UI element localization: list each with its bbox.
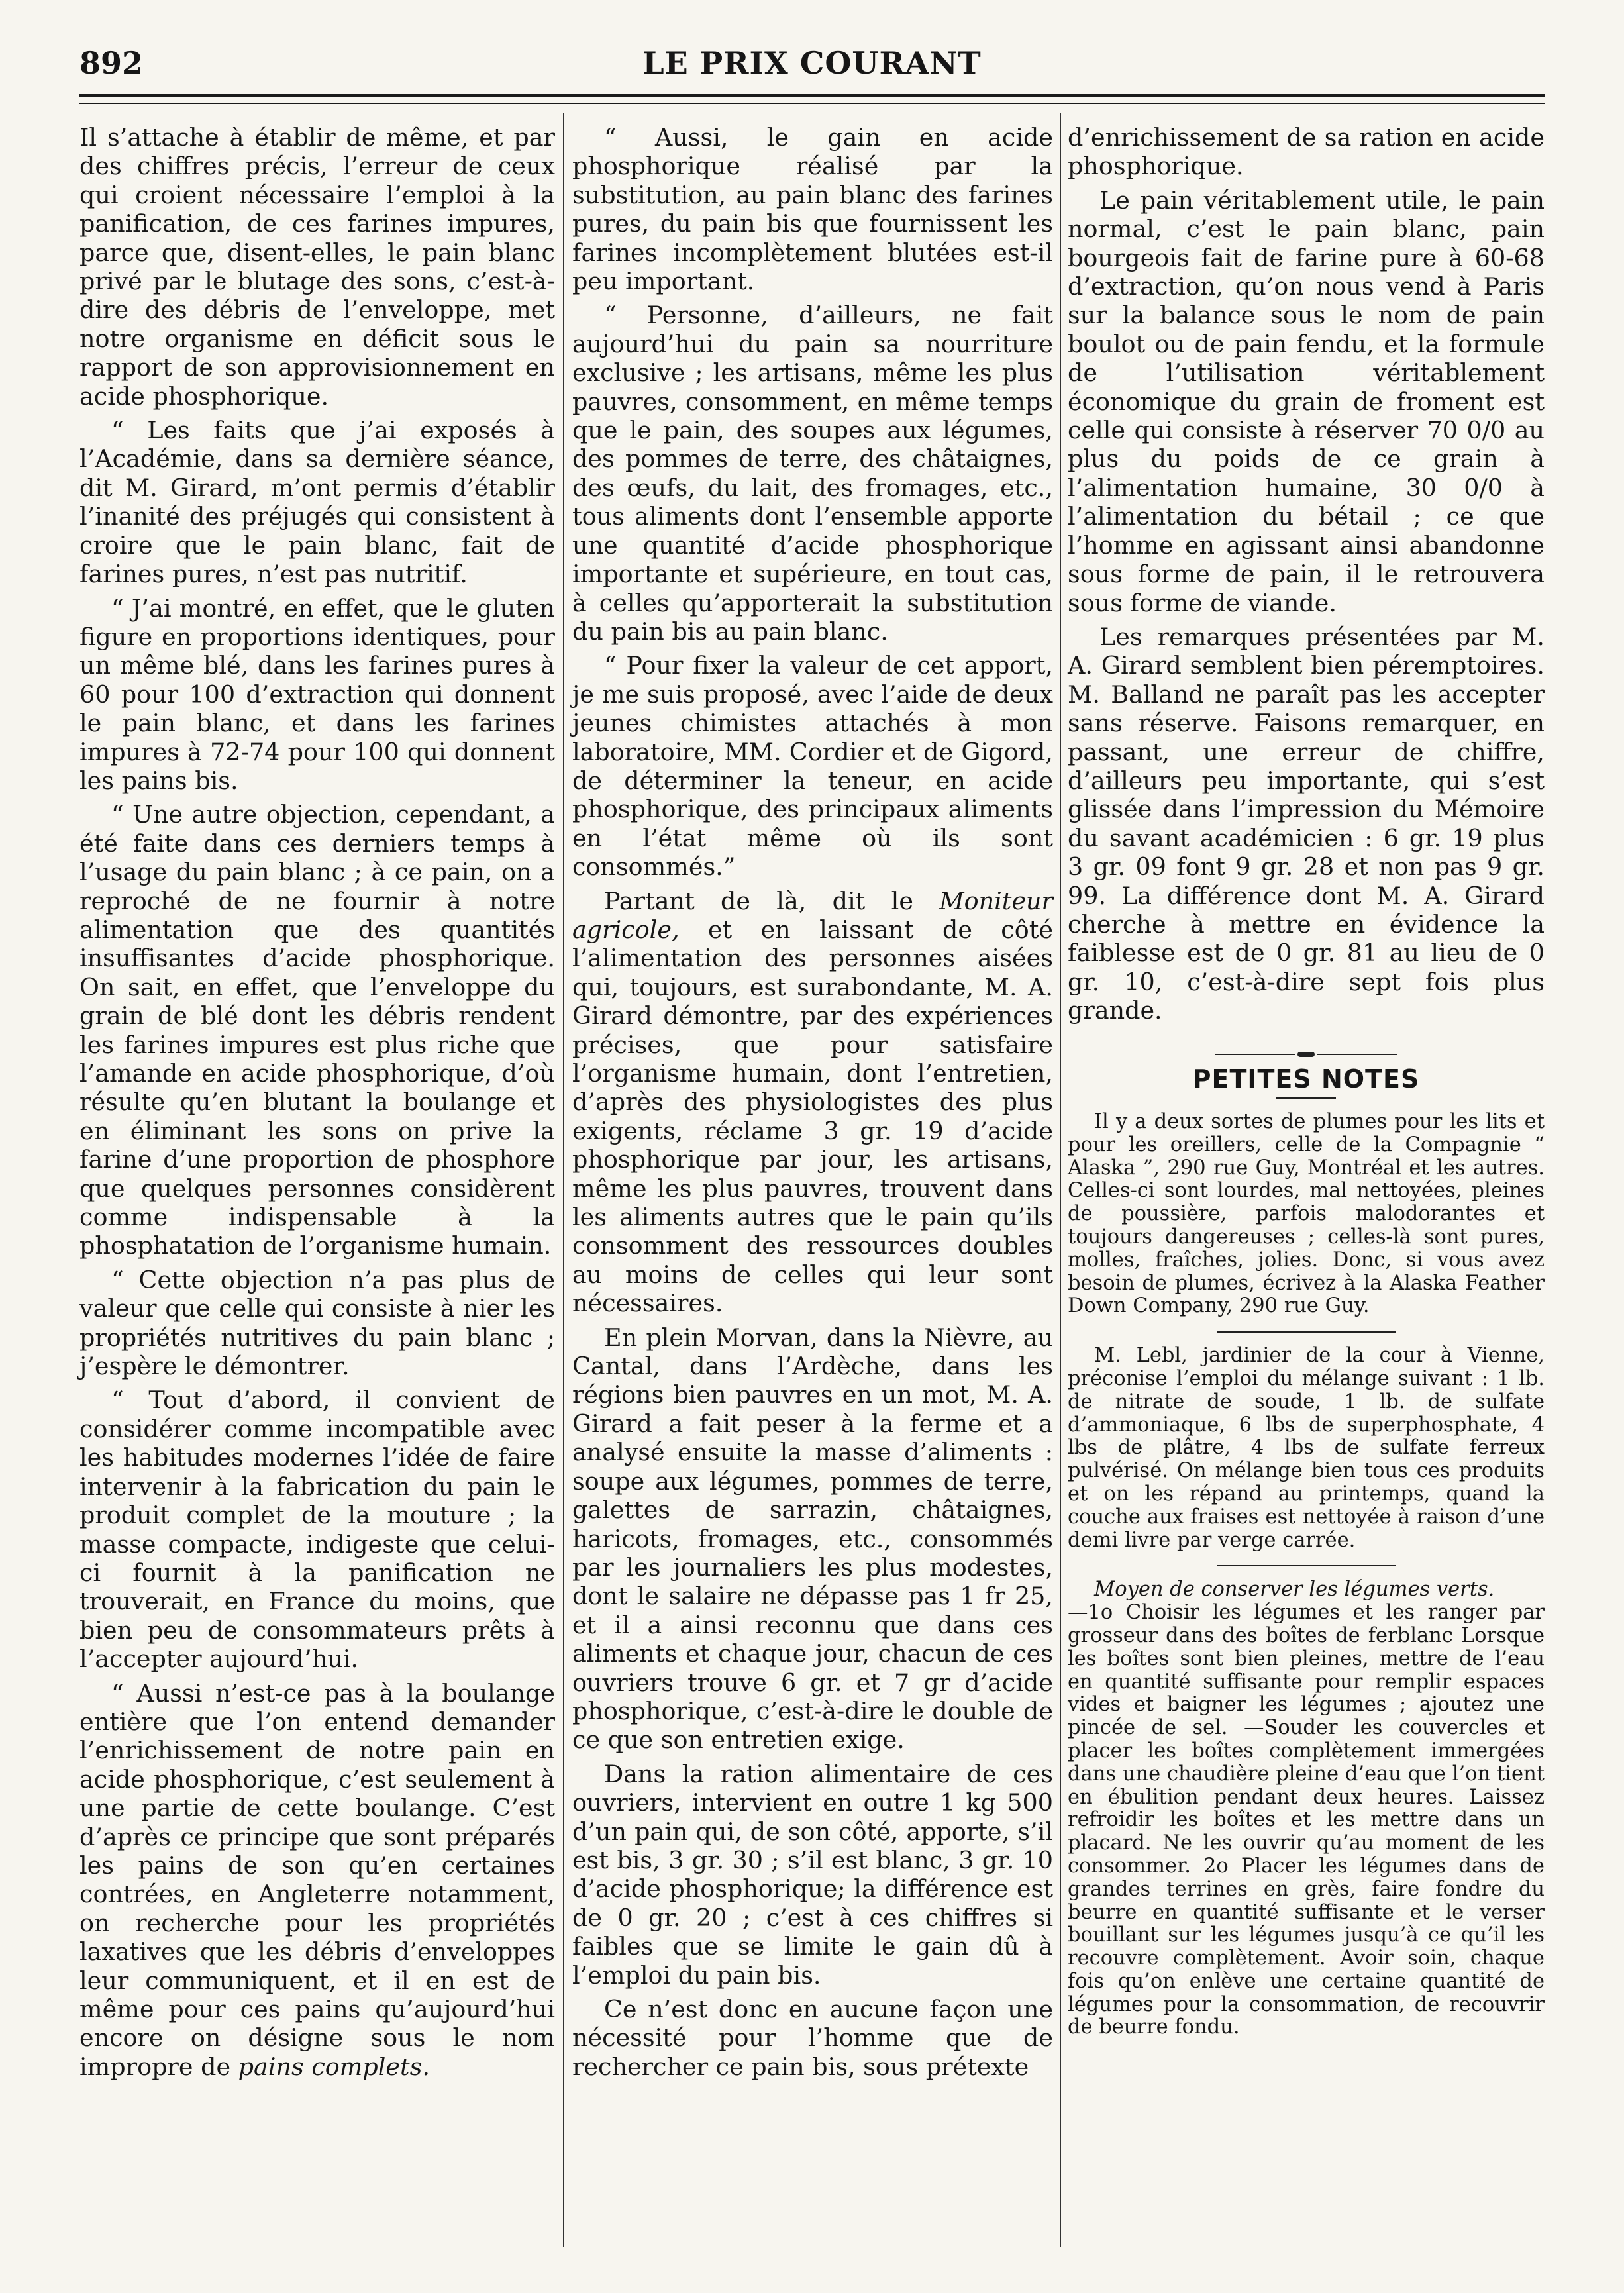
note-separator: [1217, 1565, 1396, 1566]
running-title: LE PRIX COURANT: [642, 45, 982, 81]
header-rule-thick: [79, 94, 1545, 97]
page-number: 892: [79, 45, 144, 81]
notes-block: [1068, 1111, 1545, 2039]
page-header: [79, 45, 1545, 91]
paragraph: “ Pour fixer la valeur de cet apport, je me suis proposé, avec l’aide de deux jeunes chimistes attachés à mon laboratoire, MM. Cordier et de Gigord, de déterminer la teneur, en acide phosphorique, des principaux aliments en l’état même où ils sont consommés.”: [572, 651, 1053, 882]
header-rule-thin: [79, 103, 1545, 104]
note: Il y a deux sortes de plumes pour les lits et pour les oreillers, celle de la Compagnie “ Alaska ”, 290 rue Guy, Montréal et les autres. Celles-ci sont lourdes, mal nettoyées, pleines de poussière, parfois malodorantes et toujours dangereuses ; celles-là sont pures, molles, fraîches, jolies. Donc, si vous avez besoin de plumes, écrivez à la Alaska Feather Down Company, 290 rue Guy.: [1068, 1110, 1545, 1318]
note-text: —1o Choisir les légumes et les ranger par grosseur dans des boîtes de ferblanc Lorsque les boîtes sont bien pleines, mettre de l’eau en quantité suffisante pour remplir espaces vides et baigner les légumes ; ajoutez une pincée de sel. —Souder les couvercles et placer les boîtes complètement immergées dans une chaudière pleine d’eau que l’on tient en ébulition pendant deux heures. Laissez refroidir les boîtes et les mettre dans un placard. Ne les ouvrir qu’au moment de les consommer. 2o Placer les légumes dans de grandes terrines en grès, faire fondre du beurre en quantité suffisante et le verser bouillant sur les légumes jusqu’à ce qu’il les recouvre complètement. Avoir soin, chaque fois qu’on enlève une certaine quantité de légumes pour la consommation, de recouvrir de beurre fondu.: [1068, 1601, 1545, 2039]
column-3: [1068, 123, 1545, 2043]
column-1: [79, 123, 555, 2086]
paragraph: Ce n’est donc en aucune façon une nécessité pour l’homme que de rechercher ce pain bis, sous prétexte: [572, 1995, 1053, 2081]
note-with-title: [1068, 1578, 1545, 2039]
paragraph: Les remarques présentées par M. A. Girard semblent bien péremptoires. M. Balland ne paraît pas les accepter sans réserve. Faisons remarquer, en passant, une erreur de chiffre, d’ailleurs peu importante, qui s’est glissée dans l’impression du Mémoire du savant académicien : 6 gr. 19 plus 3 gr. 09 font 9 gr. 28 et non pas 9 gr. 99. La différence dont M. A. Girard cherche à mettre en évidence la faiblesse est de 0 gr. 81 au lieu de 0 gr. 10, c’est-à-dire sept fois plus grande.: [1068, 622, 1545, 1025]
column-divider-2: [1060, 113, 1061, 2247]
italic-phrase: Moniteur agricole,: [572, 886, 1054, 944]
ornament-divider: [1068, 1052, 1545, 1057]
paragraph: “ J’ai montré, en effet, que le gluten figure en proportions identiques, pour un même blé, dans les farines pures à 60 pour 100 d’extraction qui donnent le pain blanc, et dans les farines impures à 72-74 pour 100 qui donnent les pains bis.: [79, 593, 555, 795]
paragraph: “ Une autre objection, cependant, a été faite dans ces derniers temps à l’usage du pain blanc ; à ce pain, on a reproché de ne fournir à notre alimentation que des quantités insuffisantes d’acide phosphorique. On sait, en effet, que l’enveloppe du grain de blé dont les débris rendent les farines impures est plus riche que l’amande en acide phosphorique, d’où résulte qu’en blutant la boulange et en éliminant les sons on prive la farine d’une proportion de phosphore que quelques personnes considèrent comme indispensable à la phosphatation de l’organisme humain.: [79, 800, 555, 1260]
column-2: [572, 123, 1053, 2086]
paragraph: Le pain véritablement utile, le pain normal, c’est le pain blanc, pain bourgeois fait de farine pure à 60-68 d’extraction, qu’on nous vend à Paris sur la balance sous le nom de pain boulot ou de pain fendu, et la formule de l’utilisation véritablement économique du grain de froment est celle qui consiste à réserver 70 0/0 au plus du poids de ce grain à l’alimentation humaine, 30 0/0 à l’alimentation du bétail ; ce que l’homme en agissant ainsi abandonne sous forme de pain, il le retrouvera sous forme de viande.: [1068, 185, 1545, 617]
note: M. Lebl, jardinier de la cour à Vienne, préconise l’emploi du mélange suivant : 1 lb. de nitrate de soude, 1 lb. de sulfate d’ammoniaque, 6 lbs de superphosphate, 4 lbs de plâtre, 4 lbs de sulfate ferreux pulvérisé. On mélange bien tous ces produits et on les répand au printemps, quand la couche aux fraises est nettoyée à raison d’une demi livre par verge carrée.: [1068, 1344, 1545, 1552]
paragraph: En plein Morvan, dans la Nièvre, au Cantal, dans l’Ardèche, dans les régions bien pauvres en un mot, M. A. Girard a fait peser à la ferme et a analysé ensuite la masse d’aliments : soupe aux légumes, pommes de terre, galettes de sarrazin, châtaignes, haricots, fromages, etc., consommés par les journaliers les plus modestes, dont le salaire ne dépasse pas 1 fr 25, et il a ainsi reconnu que dans ces aliments et chaque jour, chacun de ces ouvriers trouve 6 gr. et 7 gr d’acide phosphorique, c’est-à-dire le double de ce que son entretien exige.: [572, 1323, 1053, 1755]
paragraph-with-italic: [572, 887, 1053, 1318]
paragraph: Il s’attache à établir de même, et par des chiffres précis, l’erreur de ceux qui croient nécessaire l’emploi à la panification, de ces farines impures, parce que, disent-elles, le pain blanc privé par le blutage des sons, c’est-à-dire des débris de l’enveloppe, met notre organisme en déficit sous le rapport de son approvisionnement en acide phosphorique.: [79, 123, 555, 411]
column-divider-1: [563, 113, 564, 2247]
paragraph: Dans la ration alimentaire de ces ouvriers, intervient en outre 1 kg 500 d’un pain qui, de son côté, apporte, s’il est bis, 3 gr. 30 ; s’il est blanc, 3 gr. 10 d’acide phosphorique; la différence est de 0 gr. 20 ; c’est à ces chiffres si faibles que se limite le gain dû à l’emploi du pain bis.: [572, 1759, 1053, 1990]
paragraph-text: Partant de là, dit le: [604, 886, 913, 915]
paragraph-text: “ Aussi n’est-ce pas à la boulange entière que l’on entend demander l’enrichissement de notre pain en acide phosphorique, c’est seulement à une partie de cette boulange. C’est d’après ce principe que sont préparés les pains de son qu’en certaines contrées, en Angleterre notamment, on recherche pour les propriétés laxatives que les débris d’enveloppes leur communiquent, et il en est de même pour ces pains qu’aujourd’hui encore on désigne sous le nom impropre de: [79, 1678, 555, 2081]
note-separator: [1217, 1331, 1396, 1333]
paragraph-with-italic-ending: [79, 1679, 555, 2082]
section-title: PETITES NOTES: [1192, 1064, 1420, 1094]
paragraph-text: et en laissant de côté l’alimentation des personnes aisées qui, toujours, est surabondante, M. A. Girard démontre, par des expériences précises, que pour satisfaire l’organisme humain, dont l’entretien, d’après des physiologistes des plus exigents, réclame 3 gr. 19 d’acide phosphorique par jour, les artisans, même les plus pauvres, trouvent dans les aliments autres que le pain qu’ils consomment des ressources doubles au moins de celles qui leur sont nécessaires.: [572, 915, 1053, 1318]
paragraph: “ Aussi, le gain en acide phosphorique réalisé par la substitution, au pain blanc des farines pures, du pain bis que fournissent les farines incomplètement blutées est-il peu important.: [572, 123, 1053, 296]
paragraph: “ Cette objection n’a pas plus de valeur que celle qui consiste à nier les propriétés nutritives du pain blanc ; j’espère le démontrer.: [79, 1265, 555, 1381]
paragraph: “ Personne, d’ailleurs, ne fait aujourd’hui du pain sa nourriture exclusive ; les artisans, même les plus pauvres, consomment, en même temps que le pain, des soupes aux légumes, des pommes de terre, des châtaignes, des œufs, du lait, des fromages, etc., tous aliments dont l’ensemble apporte une quantité d’acide phosphorique importante et supérieure, en tout cas, à celles qu’apporterait la substitution du pain bis au pain blanc.: [572, 301, 1053, 646]
note-title: Moyen de conserver les légumes verts.: [1094, 1578, 1495, 1602]
title-rule: [1276, 1097, 1336, 1099]
paragraph: “ Tout d’abord, il convient de considérer comme incompatible avec les habitudes modernes l’idée de faire intervenir à la fabrication du pain le produit complet de la mouture ; la masse compacte, indigeste que celui-ci fournit à la panification ne trouverait, en France du moins, que bien peu de consommateurs prêts à l’accepter aujourd’hui.: [79, 1386, 555, 1674]
italic-phrase: pains complets.: [238, 2052, 430, 2081]
paragraph: d’enrichissement de sa ration en acide phosphorique.: [1068, 123, 1545, 181]
paragraph: “ Les faits que j’ai exposés à l’Académie, dans sa dernière séance, dit M. Girard, m’ont permis d’établir l’inanité des préjugés qui consistent à croire que le pain blanc, fait de farines pures, n’est pas nutritif.: [79, 416, 555, 589]
